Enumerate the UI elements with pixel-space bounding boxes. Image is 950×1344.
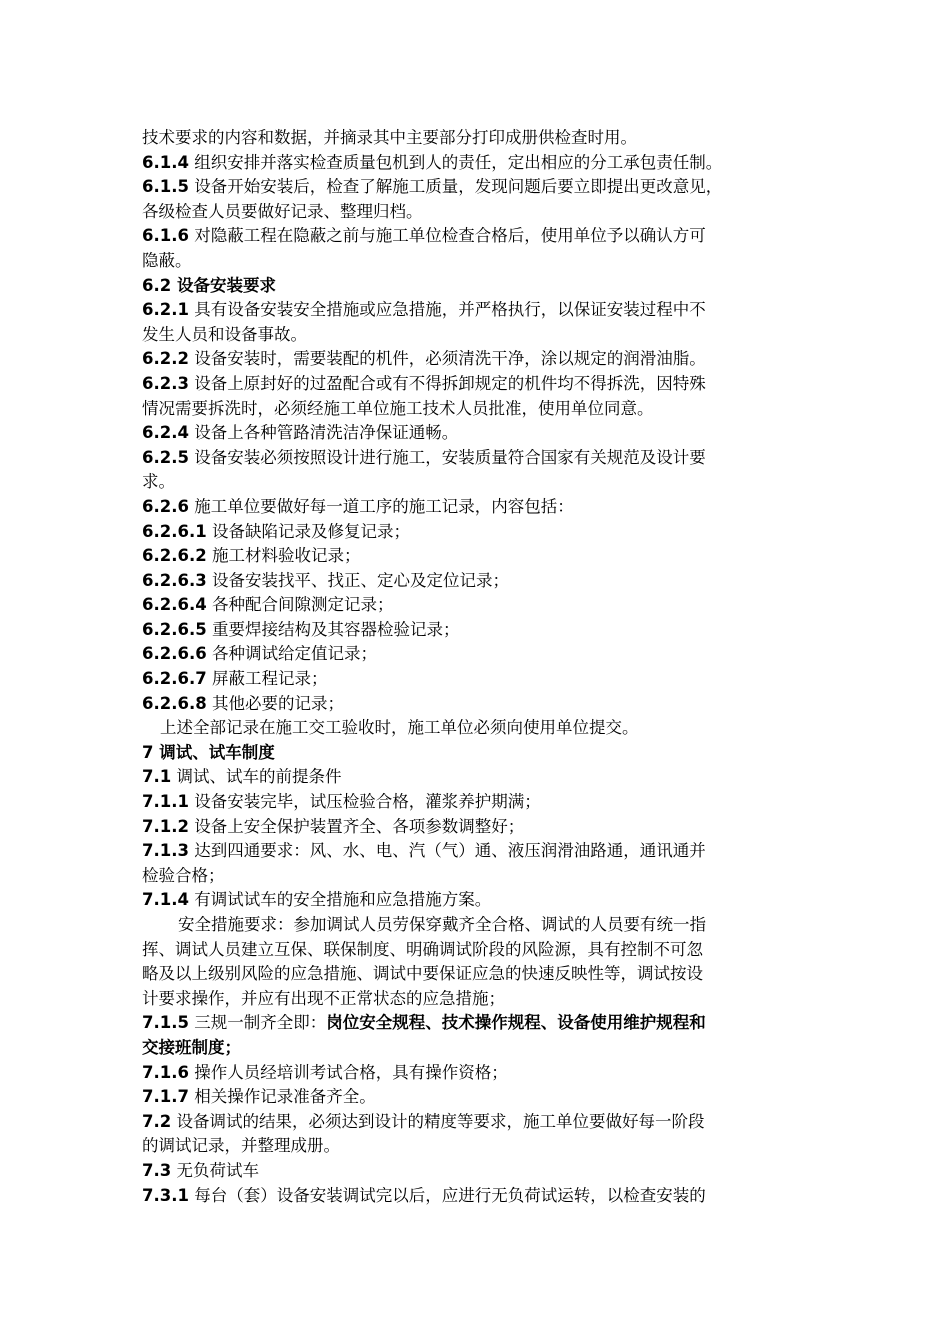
clause-text: 设备调试的结果，必须达到设计的精度等要求，施工单位要做好每一阶段	[171, 1111, 705, 1131]
text-line	[142, 962, 822, 987]
clause-number: 6.2.6.2	[142, 546, 207, 566]
clause-text: 检验合格；	[142, 865, 225, 885]
text-line	[142, 569, 822, 594]
clause-number: 6.2.6.8	[142, 693, 207, 713]
text-line	[142, 1036, 822, 1061]
clause-number: 6.2.6.5	[142, 619, 207, 639]
text-line	[142, 323, 822, 348]
text-line	[142, 888, 822, 913]
text-line	[142, 765, 822, 790]
text-line	[142, 249, 822, 274]
clause-number: 7	[142, 742, 154, 762]
clause-bold-text: 交接班制度；	[142, 1037, 241, 1057]
clause-text: 略及以上级别风险的应急措施、调试中要保证应急的快速反映性等，调试按设	[142, 964, 703, 984]
clause-text: 具有设备安装安全措施或应急措施，并严格执行，以保证安装过程中不	[188, 300, 706, 320]
clause-bold-text: 调试、试车制度	[153, 742, 275, 762]
clause-number: 7.3	[142, 1160, 172, 1180]
clause-text: 每台（套）设备安装调试完以后，应进行无负荷试运转，以检查安装的	[188, 1185, 706, 1205]
text-line	[142, 1011, 822, 1036]
clause-number: 6.1.5	[142, 177, 189, 197]
text-line	[142, 175, 822, 200]
text-line	[142, 224, 822, 249]
text-line	[142, 938, 822, 963]
clause-text: 三规一制齐全即：	[188, 1013, 327, 1033]
clause-text: 技术要求的内容和数据，并摘录其中主要部分打印成册供检查时用。	[142, 128, 637, 147]
text-line	[142, 274, 822, 299]
clause-text: 设备上安全保护装置齐全、各项参数调整好；	[188, 816, 525, 836]
clause-number: 6.2.4	[142, 423, 189, 443]
clause-number: 7.3.1	[142, 1185, 189, 1205]
text-line	[142, 593, 822, 618]
clause-number: 7.1.6	[142, 1062, 189, 1082]
text-line	[142, 864, 822, 889]
text-line	[142, 544, 822, 569]
clause-number: 6.2.6.6	[142, 644, 207, 664]
clause-text: 其他必要的记录；	[206, 693, 344, 713]
clause-text: 对隐蔽工程在隐蔽之前与施工单位检查合格后，使用单位予以确认方可	[188, 226, 706, 246]
text-line	[142, 421, 822, 446]
clause-text: 设备安装必须按照设计进行施工，安装质量符合国家有关规范及设计要	[188, 447, 706, 467]
clause-bold-text: 设备安装要求	[171, 275, 276, 295]
clause-text: 设备上各种管路清洗洁净保证通畅。	[188, 423, 459, 443]
text-line	[142, 790, 822, 815]
clause-text: 无负荷试车	[171, 1160, 259, 1180]
clause-text: 设备上原封好的过盈配合或有不得拆卸规定的机件均不得拆洗，因特殊	[188, 373, 706, 393]
clause-number: 7.1.1	[142, 792, 189, 812]
text-line	[142, 1085, 822, 1110]
text-line	[142, 642, 822, 667]
clause-text: 达到四通要求：风、水、电、汽（气）通、液压润滑油路通，通讯通并	[188, 841, 706, 861]
text-line	[142, 446, 822, 471]
text-line	[142, 200, 822, 225]
clause-number: 6.2.6	[142, 496, 189, 516]
clause-number: 7.1.3	[142, 841, 189, 861]
clause-text: 屏蔽工程记录；	[206, 669, 328, 689]
clause-text: 各级检查人员要做好记录、整理归档。	[142, 201, 423, 221]
clause-number: 6.2.1	[142, 300, 189, 320]
clause-text: 发生人员和设备事故。	[142, 324, 307, 344]
clause-number: 7.1.4	[142, 890, 189, 910]
clause-number: 6.1.6	[142, 226, 189, 246]
text-line	[142, 1134, 822, 1159]
text-line	[142, 1159, 822, 1184]
clause-text: 各种配合间隙测定记录；	[206, 595, 394, 615]
text-line	[142, 815, 822, 840]
clause-text: 组织安排并落实检查质量包机到人的责任，定出相应的分工承包责任制。	[188, 152, 723, 172]
text-line	[142, 987, 822, 1012]
clause-text: 的调试记录，并整理成册。	[142, 1136, 340, 1156]
clause-text: 挥、调试人员建立互保、联保制度、明确调试阶段的风险源，具有控制不可忽	[142, 939, 703, 959]
text-line	[142, 1184, 822, 1209]
text-line	[142, 372, 822, 397]
clause-number: 7.1.7	[142, 1087, 189, 1107]
clause-text: 隐蔽。	[142, 250, 192, 270]
clause-text: 施工材料验收记录；	[206, 546, 361, 566]
text-line	[142, 618, 822, 643]
text-line	[142, 1110, 822, 1135]
clause-text: 设备安装找平、找正、定心及定位记录；	[206, 570, 509, 590]
clause-number: 6.1.4	[142, 152, 189, 172]
clause-text: 求。	[142, 472, 175, 492]
text-line	[142, 839, 822, 864]
text-line	[142, 126, 822, 151]
text-line	[142, 151, 822, 176]
clause-number: 7.1.2	[142, 816, 189, 836]
text-line	[142, 741, 822, 766]
clause-text: 设备安装完毕，试压检验合格，灌浆养护期满；	[188, 792, 541, 812]
clause-text: 相关操作记录准备齐全。	[188, 1087, 376, 1107]
text-line	[142, 298, 822, 323]
text-line	[142, 692, 822, 717]
text-line	[142, 913, 822, 938]
clause-text: 调试、试车的前提条件	[171, 767, 342, 787]
text-line	[142, 667, 822, 692]
clause-bold-text: 岗位安全规程、技术操作规程、设备使用维护规程和	[326, 1013, 706, 1033]
text-line	[142, 1061, 822, 1086]
clause-text: 上述全部记录在施工交工验收时，施工单位必须向使用单位提交。	[160, 718, 639, 738]
clause-number: 7.1.5	[142, 1013, 189, 1033]
text-line	[142, 347, 822, 372]
text-line	[142, 470, 822, 495]
clause-text: 各种调试给定值记录；	[206, 644, 377, 664]
clause-number: 7.1	[142, 767, 172, 787]
clause-number: 6.2.6.7	[142, 669, 207, 689]
text-line	[142, 716, 822, 741]
clause-text: 设备缺陷记录及修复记录；	[206, 521, 410, 541]
clause-text: 安全措施要求：参加调试人员劳保穿戴齐全合格、调试的人员要有统一指	[178, 915, 706, 934]
clause-text: 操作人员经培训考试合格，具有操作资格；	[188, 1062, 508, 1082]
clause-text: 计要求操作，并应有出现不正常状态的应急措施；	[142, 988, 505, 1008]
clause-number: 6.2.2	[142, 349, 189, 369]
clause-text: 施工单位要做好每一道工序的施工记录，内容包括：	[188, 496, 574, 516]
clause-text: 有调试试车的安全措施和应急措施方案。	[188, 890, 492, 910]
clause-text: 设备开始安装后，检查了解施工质量，发现问题后要立即提出更改意见，	[188, 177, 723, 197]
clause-number: 6.2.6.3	[142, 570, 207, 590]
text-line	[142, 495, 822, 520]
clause-text: 设备安装时，需要装配的机件，必须清洗干净，涂以规定的润滑油脂。	[188, 349, 706, 369]
clause-number: 6.2.3	[142, 373, 189, 393]
text-line	[142, 520, 822, 545]
text-line	[142, 397, 822, 422]
clause-text: 重要焊接结构及其容器检验记录；	[206, 619, 460, 639]
clause-number: 6.2.6.1	[142, 521, 207, 541]
clause-number: 6.2.6.4	[142, 595, 207, 615]
clause-number: 6.2	[142, 275, 172, 295]
clause-number: 7.2	[142, 1111, 172, 1131]
document-body	[142, 126, 822, 1208]
clause-number: 6.2.5	[142, 447, 189, 467]
clause-text: 情况需要拆洗时，必须经施工单位施工技术人员批准，使用单位同意。	[142, 398, 654, 418]
